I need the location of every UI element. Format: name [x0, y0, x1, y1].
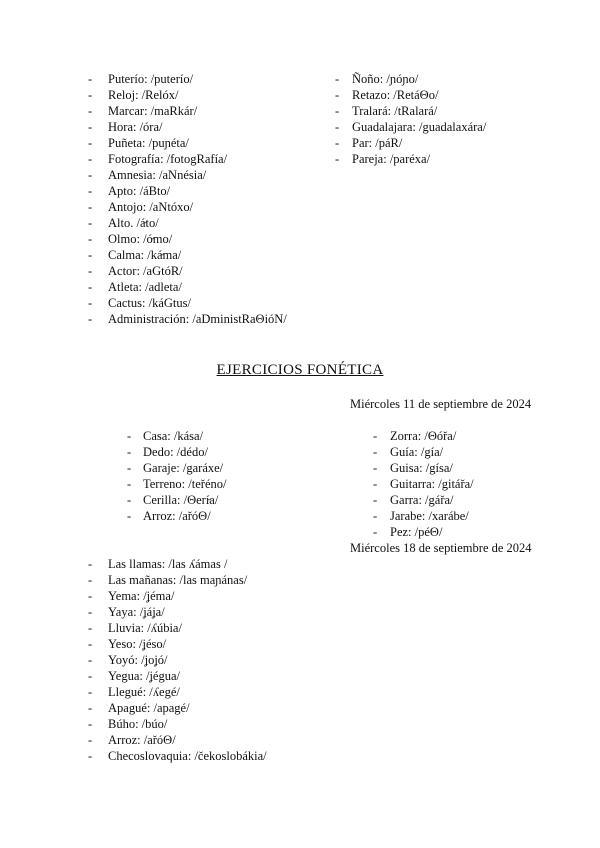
word-transcription: Las mañanas: /las maɲánas/ — [108, 573, 248, 587]
word-transcription: Garra: /gářa/ — [390, 493, 454, 507]
word-transcription: Dedo: /dédo/ — [143, 445, 208, 459]
bullet-dash: - — [88, 104, 93, 118]
word-transcription: Puñeta: /puɲéta/ — [108, 136, 189, 150]
word-transcription: Búho: /búo/ — [108, 717, 168, 731]
bullet-dash: - — [88, 589, 93, 603]
bullet-dash: - — [335, 152, 340, 166]
word-transcription: Yeso: /ʝéso/ — [108, 637, 167, 651]
bullet-dash: - — [88, 685, 93, 699]
bullet-dash: - — [88, 637, 93, 651]
word-transcription: Hora: /óra/ — [108, 120, 163, 134]
bullet-dash: - — [88, 216, 93, 230]
word-transcription: Alto. /á̵to/ — [108, 216, 159, 230]
word-transcription: Atleta: /adleta/ — [108, 280, 182, 294]
bullet-dash: - — [373, 509, 378, 523]
word-transcription: Llegué: /ʎegé/ — [108, 685, 180, 699]
word-transcription: Pez: /péΘ/ — [390, 525, 443, 539]
word-transcription: Marcar: /maRkár/ — [108, 104, 198, 118]
word-transcription: Guitarra: /gitářa/ — [390, 477, 474, 491]
bullet-dash: - — [88, 72, 93, 86]
bullet-dash: - — [127, 429, 132, 443]
bullet-dash: - — [373, 477, 378, 491]
date-heading-2: Miércoles 18 de septiembre de 2024 — [350, 541, 532, 555]
bullet-dash: - — [127, 509, 132, 523]
bullet-dash: - — [373, 525, 378, 539]
bullet-dash: - — [88, 557, 93, 571]
word-transcription: Pareja: /paréxa/ — [352, 152, 431, 166]
word-transcription: Cactus: /káGtus/ — [108, 296, 191, 310]
bullet-dash: - — [88, 88, 93, 102]
bullet-dash: - — [88, 296, 93, 310]
bullet-dash: - — [127, 445, 132, 459]
word-transcription: Fotografía: /fotogRafía/ — [108, 152, 228, 166]
bullet-dash: - — [88, 120, 93, 134]
word-transcription: Las llamas: /las ʎámas / — [108, 557, 228, 571]
word-transcription: Actor: /aGtóR/ — [108, 264, 183, 278]
word-transcription: Lluvia: /ʎúbia/ — [108, 621, 182, 635]
bullet-dash: - — [335, 136, 340, 150]
bullet-dash: - — [88, 168, 93, 182]
word-transcription: Zorra: /Θóřa/ — [390, 429, 457, 443]
bullet-dash: - — [88, 717, 93, 731]
bullet-dash: - — [373, 493, 378, 507]
word-transcription: Yema: /ʝéma/ — [108, 589, 175, 603]
word-transcription: Yegua: /ʝégua/ — [108, 669, 180, 683]
bullet-dash: - — [373, 461, 378, 475]
bullet-dash: - — [373, 445, 378, 459]
word-transcription: Casa: /kása/ — [143, 429, 204, 443]
bullet-dash: - — [88, 701, 93, 715]
word-transcription: Calma: /ká̵ma/ — [108, 248, 182, 262]
word-transcription: Ñoño: /ɲóɲo/ — [352, 72, 419, 86]
word-transcription: Yoyó: /ʝoʝó/ — [108, 653, 168, 667]
bullet-dash: - — [127, 461, 132, 475]
bullet-dash: - — [335, 72, 340, 86]
word-transcription: Amnesia: /aNnésia/ — [108, 168, 207, 182]
bullet-dash: - — [88, 200, 93, 214]
bullet-dash: - — [88, 669, 93, 683]
bullet-dash: - — [88, 733, 93, 747]
word-transcription: Olmo: /ó̵mo/ — [108, 232, 173, 246]
word-transcription: Apto: /áBto/ — [108, 184, 171, 198]
word-transcription: Administración: /aDministRaΘióN/ — [108, 312, 287, 326]
bullet-dash: - — [88, 280, 93, 294]
bullet-dash: - — [88, 653, 93, 667]
word-transcription: Arroz: /ařóΘ/ — [143, 509, 211, 523]
word-transcription: Yaya: /ʝáʝa/ — [108, 605, 165, 619]
bullet-dash: - — [88, 248, 93, 262]
bullet-dash: - — [335, 88, 340, 102]
word-transcription: Guisa: /gísa/ — [390, 461, 453, 475]
bullet-dash: - — [88, 573, 93, 587]
bullet-dash: - — [88, 184, 93, 198]
bullet-dash: - — [88, 312, 93, 326]
word-transcription: Arroz: /ařóΘ/ — [108, 733, 176, 747]
word-transcription: Puterío: /puterío/ — [108, 72, 194, 86]
word-transcription: Garaje: /garáxe/ — [143, 461, 224, 475]
word-transcription: Cerilla: /Θerí̵a/ — [143, 493, 219, 507]
word-transcription: Par: /páR/ — [352, 136, 403, 150]
word-transcription: Retazo: /RetáΘo/ — [352, 88, 439, 102]
word-transcription: Apagué: /apagé/ — [108, 701, 190, 715]
bullet-dash: - — [88, 749, 93, 763]
bullet-dash: - — [88, 136, 93, 150]
bullet-dash: - — [88, 605, 93, 619]
bullet-dash: - — [373, 429, 378, 443]
bullet-dash: - — [88, 152, 93, 166]
bullet-dash: - — [127, 477, 132, 491]
word-transcription: Terreno: /teřéno/ — [143, 477, 227, 491]
word-transcription: Guadalajara: /guadalaxára/ — [352, 120, 487, 134]
bullet-dash: - — [88, 621, 93, 635]
bullet-dash: - — [88, 264, 93, 278]
bullet-dash: - — [88, 232, 93, 246]
bullet-dash: - — [335, 120, 340, 134]
word-transcription: Reloj: /Relóx/ — [108, 88, 179, 102]
word-transcription: Jarabe: /xarábe/ — [390, 509, 469, 523]
word-transcription: Antojo: /aNtóxo/ — [108, 200, 194, 214]
word-transcription: Checoslovaquia: /čekoslobákia/ — [108, 749, 267, 763]
bullet-dash: - — [335, 104, 340, 118]
date-heading-1: Miércoles 11 de septiembre de 2024 — [350, 397, 532, 411]
bullet-dash: - — [127, 493, 132, 507]
word-transcription: Tralará: /tRalará/ — [352, 104, 438, 118]
word-transcription: Guía: /gía/ — [390, 445, 444, 459]
page-title: EJERCICIOS FONÉTICA — [216, 362, 384, 378]
